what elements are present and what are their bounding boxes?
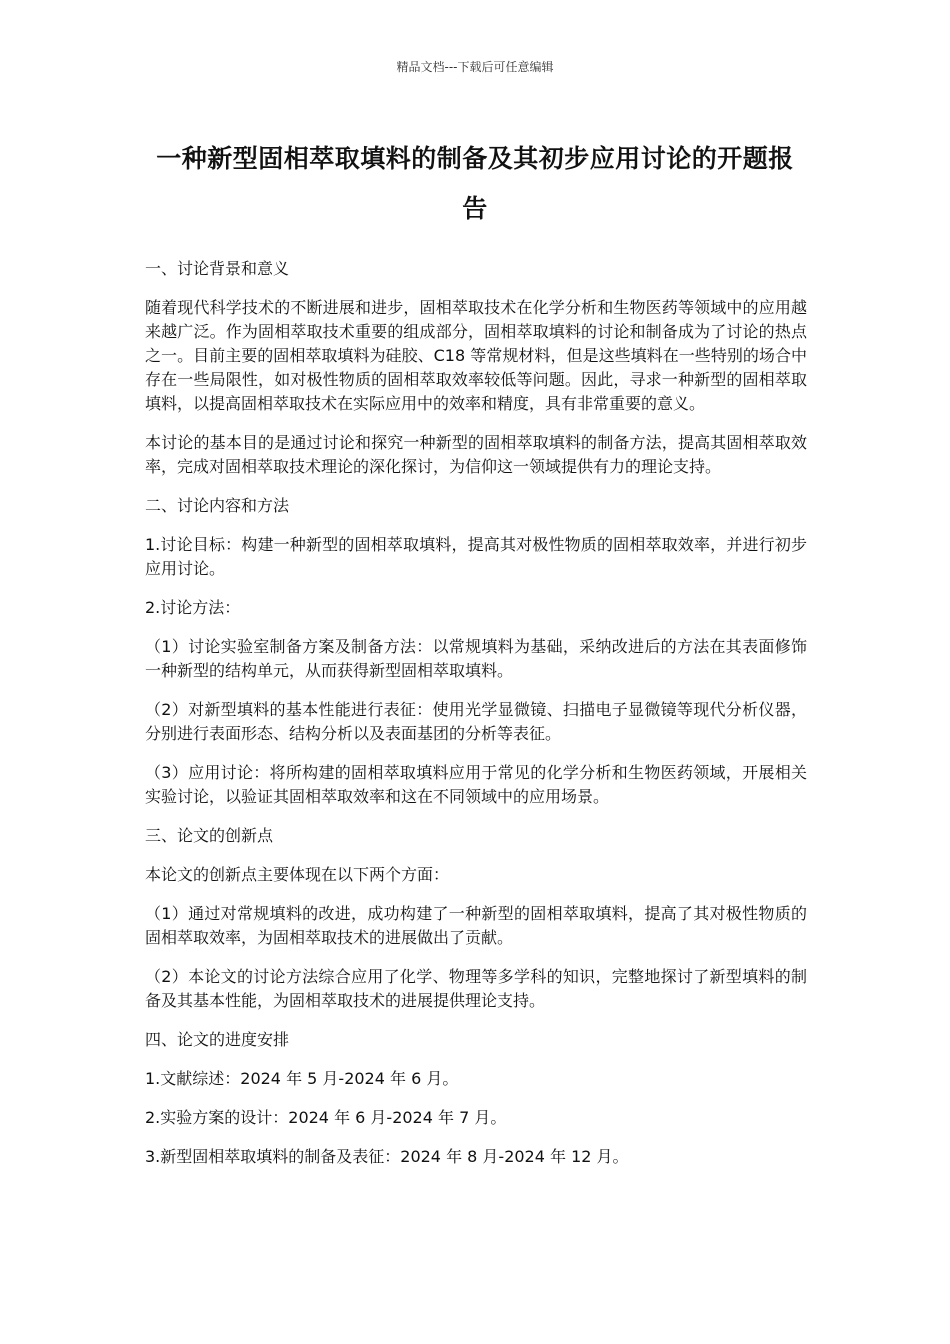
document-body xyxy=(145,257,807,1184)
paragraph: 随着现代科学技术的不断进展和进步，固相萃取技术在化学分析和生物医药等领域中的应用越来越广泛。作为固相萃取技术重要的组成部分，固相萃取填料的讨论和制备成为了讨论的热点之一。目前主要的固相萃取填料为硅胶、C18 等常规材料，但是这些填料在一些特别的场合中存在一些局限性，如对极性物质的固相萃取效率较低等问题。因此，寻求一种新型的固相萃取填料，以提高固相萃取技术在实际应用中的效率和精度，具有非常重要的意义。 xyxy=(145,298,807,413)
paragraph: 2.实验方案的设计：2024 年 6 月-2024 年 7 月。 xyxy=(145,1108,507,1127)
header-note: 精品文档---下载后可任意编辑 xyxy=(396,60,554,74)
paragraph: （2）对新型填料的基本性能进行表征：使用光学显微镜、扫描电子显微镜等现代分析仪器，分别进行表面形态、结构分析以及表面基团的分析等表征。 xyxy=(145,700,807,743)
section-heading: 三、论文的创新点 xyxy=(145,826,274,845)
paragraph: 1.讨论目标：构建一种新型的固相萃取填料，提高其对极性物质的固相萃取效率，并进行初步应用讨论。 xyxy=(145,535,807,578)
paragraph: （2）本论文的讨论方法综合应用了化学、物理等多学科的知识，完整地探讨了新型填料的制备及其基本性能，为固相萃取技术的进展提供理论支持。 xyxy=(145,967,807,1010)
document-title: 一种新型固相萃取填料的制备及其初步应用讨论的开题报告 xyxy=(156,144,794,223)
section-heading: 一、讨论背景和意义 xyxy=(145,259,290,278)
paragraph: 2.讨论方法： xyxy=(145,598,241,617)
paragraph: （3）应用讨论：将所构建的固相萃取填料应用于常见的化学分析和生物医药领域，开展相关实验讨论，以验证其固相萃取效率和这在不同领域中的应用场景。 xyxy=(145,763,807,806)
paragraph: （1）通过对常规填料的改进，成功构建了一种新型的固相萃取填料，提高了其对极性物质的固相萃取效率，为固相萃取技术的进展做出了贡献。 xyxy=(145,904,807,947)
paragraph: 本讨论的基本目的是通过讨论和探究一种新型的固相萃取填料的制备方法，提高其固相萃取效率，完成对固相萃取技术理论的深化探讨，为信仰这一领域提供有力的理论支持。 xyxy=(145,433,807,476)
paragraph: 本论文的创新点主要体现在以下两个方面： xyxy=(145,865,450,884)
paragraph: （1）讨论实验室制备方案及制备方法：以常规填料为基础，采纳改进后的方法在其表面修饰一种新型的结构单元，从而获得新型固相萃取填料。 xyxy=(145,637,807,680)
section-heading: 二、讨论内容和方法 xyxy=(145,496,290,515)
paragraph: 1.文献综述：2024 年 5 月-2024 年 6 月。 xyxy=(145,1069,459,1088)
paragraph: 3.新型固相萃取填料的制备及表征：2024 年 8 月-2024 年 12 月。 xyxy=(145,1147,629,1166)
section-heading: 四、论文的进度安排 xyxy=(145,1030,290,1049)
